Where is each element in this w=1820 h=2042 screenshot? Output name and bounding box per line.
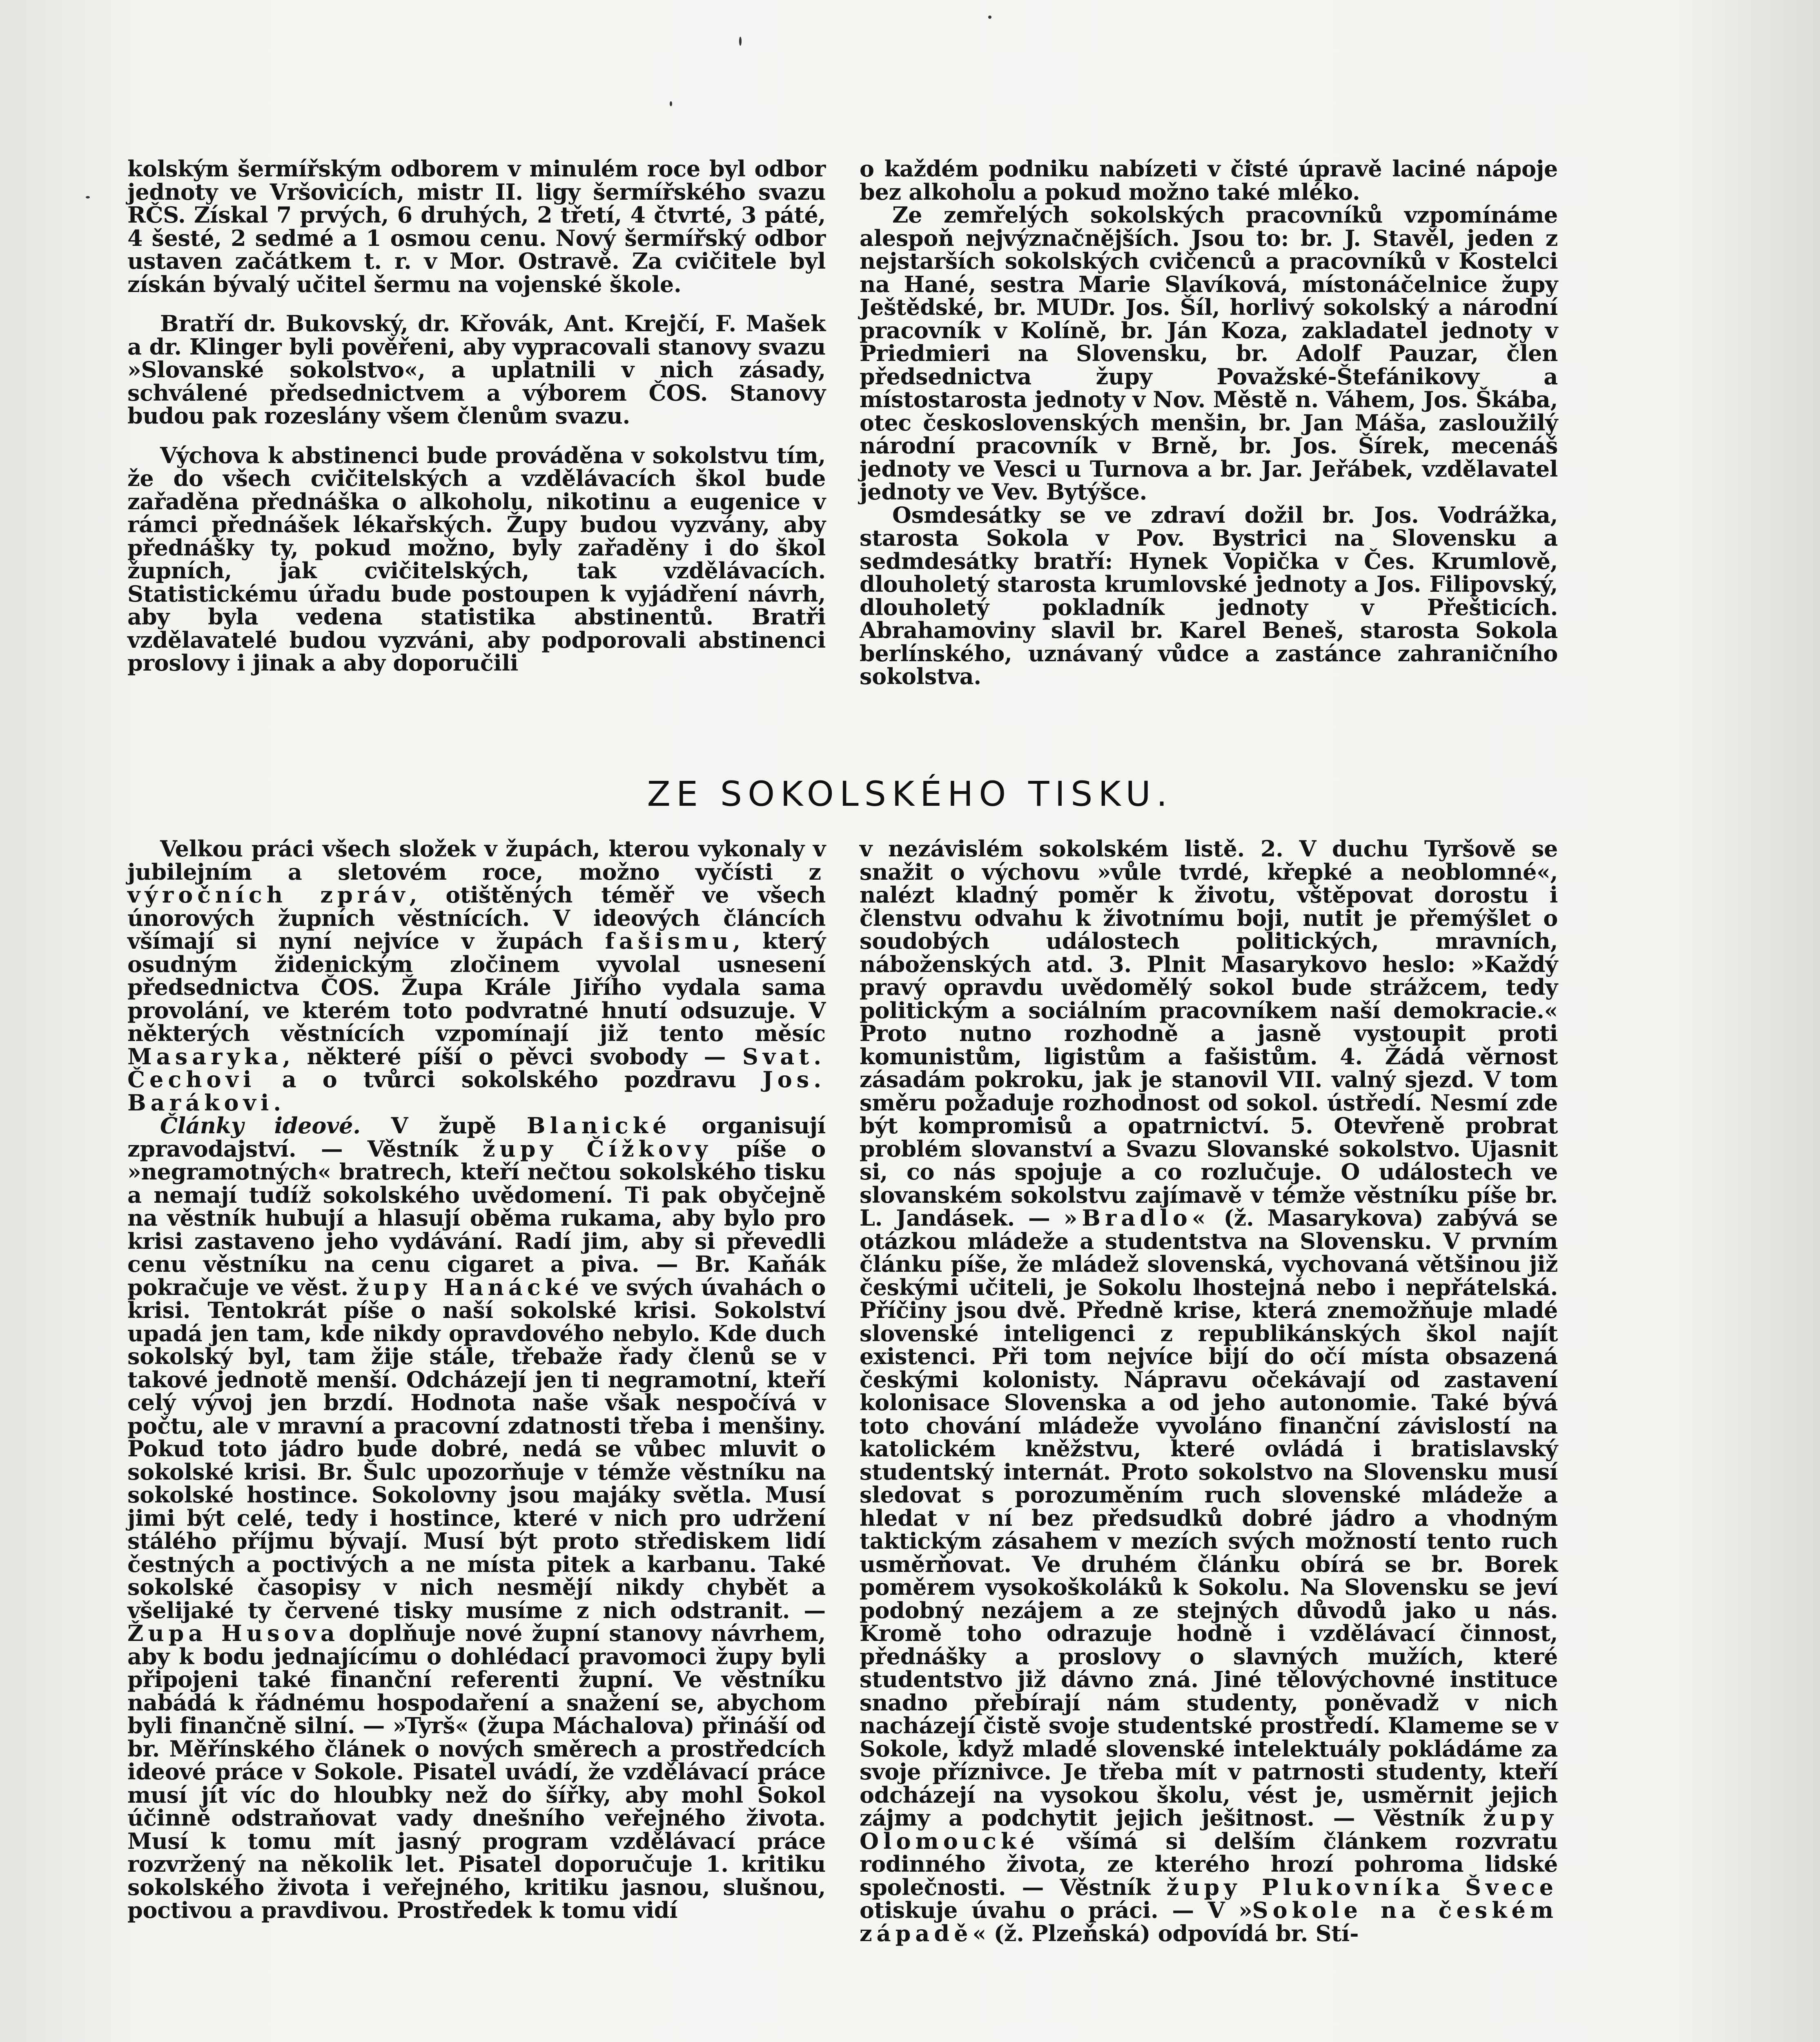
emphasis: župy Olomoucké: [860, 1805, 1558, 1854]
emphasis: župy Plukovníka Švece: [1166, 1874, 1558, 1900]
bottom-left-column: [127, 837, 826, 1922]
text-run: V župě: [360, 1112, 496, 1139]
emphasis: Masaryka: [127, 1043, 283, 1070]
paragraph: Výchova k abstinenci bude prováděna v sokolstvu tím, že do všech cvičitelských a vzdělávacích škol bude zařaděna přednáška o alkoholu, nikotinu a eugenice v rámci přednášek lékařských. Župy budou vyzvány, aby přednášky ty, pokud možno, byly zařaděny i do škol župních, jak cvičitelských, tak vzdělávacích. Statistickému úřadu bude postoupen k vyjádření návrh, aby byla vedena statistika abstinentů. Bratři vzdělavatelé budou vyzváni, aby podporovali abstinenci proslovy i jinak a aby doporučili: [127, 442, 826, 676]
text-run: Velkou práci všech složek v župách, kterou vykonaly v jubilejním a sletovém roce, možno vyčísti: [127, 836, 826, 885]
text-run: doplňuje nové župní stanovy návrhem, aby k bodu jednajícímu o dohlédací pravomoci župy byli připojeni také finanční referenti župní. Ve věstníku nabádá k řádnému hospodaření a snažení se, abychom byli finančně silní. — »Tyrš« (župa Máchalova) přináší od br. Měřínského článek o nových směrech a prostředcích ideové práce v Sokole. Pisatel uvádí, že vzdělávací práce musí jít víc do hloubky než do šířky, aby mohl Sokol účinně odstraňovat vady dnešního veřejného života. Musí k tomu mít jasný program vzdělávací práce rozvržený na několik let. Pisatel doporučuje 1. kritiku sokolského života i veřejného, kritiku jasnou, slušnou, poctivou a pravdivou. Prostředek k tomu vidí: [127, 1620, 826, 1923]
paragraph: [860, 837, 1558, 1945]
speck: [739, 37, 742, 46]
text-run: a o tvůrci sokolského pozdravu: [282, 1066, 736, 1092]
paragraph: Ze zemřelých sokolských pracovníků vzpomínáme alespoň nejvýznačnějších. Jsou to: br. J. Stavěl, jeden z nejstarších sokolských cvičenců a pracovníků v Kostelci na Hané, sestra Marie Slavíková, místonáčelnice župy Ještědské, br. MUDr. Jos. Šíl, horlivý sokolský a národní pracovník v Kolíně, br. Ján Koza, zakladatel jednoty v Priedmieri na Slovensku, br. Adolf Pauzar, člen předsednictva župy Považské-Štefánikovy a místostarosta jednoty v Nov. Městě n. Váhem, Jos. Škába, otec československých menšin, br. Jan Máša, zasloužilý národní pracovník v Brně, br. Jos. Šírek, mecenáš jednoty ve Vesci u Turnova a br. Jar. Jeřábek, vzdělavatel jednoty ve Vev. Bytýšce.: [860, 202, 1558, 505]
paragraph: [127, 1114, 826, 1922]
text-run: ve svých úvahách o krisi. Tentokrát píše o naší sokolské krisi. Sokolství upadá jen tam, kde nikdy opravdového nebylo. Kde duch sokolský byl, tam žije stále, třebaže řady členů se v takové jednotě menší. Odcházejí jen ti negramotní, kteří celý vývoj jen brzdí. Hodnota naše však nespočívá v počtu, ale v mravní a pracovní zdatnosti třeba i menšiny. Pokud toto jádro bude dobré, nedá se vůbec mluvit o sokolské krisi. Br. Šulc upozorňuje v témže věstníku na sokolské hostince. Sokolovny jsou majáky světla. Musí jimi být celé, tedy i hostince, které v nich pro udržení stálého příjmu bývají. Musí být proto střediskem lidí čestných a poctivých a ne místa pitek a karbanu. Také sokolské časopisy v nich nesmějí nikdy chybět a všelijaké ty červené tisky musíme z nich odstranit. —: [127, 1274, 826, 1623]
emphasis: župy Hanácké: [356, 1274, 584, 1300]
paragraph: Osmdesátky se ve zdraví dožil br. Jos. Vodrážka, starosta Sokola v Pov. Bystrici na Slovensku a sedmdesátky bratří: Hynek Vopička v Čes. Krumlově, dlouholetý starosta krumlovské jednoty a Jos. Filipovský, dlouholetý pokladník jednoty v Přešticích. Abrahamoviny slavil br. Karel Beneš, starosta Sokola berlínského, uznávaný vůdce a zastánce zahraničního sokolstva.: [860, 502, 1558, 689]
paragraph: [127, 837, 826, 1114]
emphasis: »Bradlo«: [1063, 1205, 1210, 1231]
emphasis: Blanické: [526, 1112, 671, 1139]
subheading: Články ideové.: [160, 1112, 361, 1139]
text-run: , který osudným židenickým zločinem vyvolal usnesení předsednictva ČOS. Župa Krále Jiřího vydala sama provolání, ve kterém toto podvratné hnutí odsuzuje. V některých věstnících vzpomínají již tento měsíc: [127, 928, 826, 1046]
text-run: otiskuje úvahu o práci. — V »: [860, 1897, 1252, 1923]
emphasis: Jos. Barákovi: [127, 1066, 826, 1116]
emphasis: Župa Husova: [127, 1620, 339, 1646]
emphasis: fašismu: [605, 928, 733, 954]
bottom-right-column: [860, 837, 1558, 1945]
text-run: .: [273, 1089, 281, 1116]
text-run: (ž. Masarykova) zabývá se otázkou mládeže a studentstva na Slovensku. V prvním článku píše, že mládež slovenská, vychovaná většinou již českými učiteli, je Sokolu lhostejná nebo i nepřátelská. Příčiny jsou dvě. Předně krise, která znemožňuje mladé slovenské inteligenci z republikánských škol najít existenci. Při tom nejvíce bijí do očí místa obsazená českými kolonisty. Nápravu očekávají od zastavení kolonisace Slovenska a od jeho autonomie. Také bývá toto chování mládeže vyvoláno finanční závislostí na katolickém kněžstvu, které ovládá i bratislavský studentský internát. Proto sokolstvo na Slovensku musí sledovat s porozuměním ruch slovenské mládeže a hledat v ní bez předsudků dobré jádro a vhodným taktickým zásahem v mezích svých možností tento ruch usměrňovat. Ve druhém článku obírá se br. Borek poměrem vysokoškoláků k Sokolu. Na Slovensku se jeví podobný nezájem a ze stejných důvodů jako u nás. Kromě toho odrazuje hodně i vzdělávací činnost, přednášky a proslovy o slavných mužích, které studentstvo již dávno zná. Jiné tělovýchovné instituce snadno přebírají nám studenty, poněvadž v nich nacházejí čistě svoje studentské prostředí. Klameme se v Sokole, když mladé slovenské intelektuály pokládáme za svoje příznivce. Je třeba mít v patrnosti studenty, kteří odcházejí na vysokou školu, vést je, usměrnit jejich zájmy a podchytit jejich ješitnost. — Věstník: [860, 1205, 1558, 1831]
emphasis: z výročních zpráv: [127, 858, 826, 908]
top-right-column: [860, 157, 1558, 688]
speck: [670, 101, 672, 106]
emphasis: župy Čížkovy: [482, 1135, 712, 1162]
text-run: v nezávislém sokolském listě. 2. V duchu Tyršově se snažit o výchovu »vůle tvrdé, křepké a neoblomné«, nalézt kladný poměr k životu, vštěpovat dorostu i členstvu odvahu k životnímu boji, nutit je přemýšlet o soudobých událostech politických, mravních, náboženských atd. 3. Plnit Masarykovo heslo: »Každý pravý opravdu uvědomělý sokol bude strážcem, tedy politickým a sociálním pracovníkem naší demokracie.« Proto nutno rozhodně a jasně vystoupit proti komunistům, ligistům a fašistům. 4. Žádá věrnost zásadám pokroku, jak je stanovil VII. valný sjezd. V tom směru požaduje rozhodnost od sokol. ústředí. Nesmí zde být kompromisů a opatrnictví. 5. Otevřeně probrat problém slovanství a Svazu Slovanské sokolstvo. Ujasnit si, co nás spojuje a co rozlučuje. O událostech ve slovanském sokolstvu zajímavě v témže věstníku píše br. L. Jandásek. —: [860, 836, 1558, 1231]
emphasis: Svat. Čechovi: [127, 1043, 826, 1092]
paragraph: kolským šermířským odborem v minulém roce byl odbor jednoty ve Vršovicích, mistr II. ligy šermířského svazu RČS. Získal 7 prvých, 6 druhých, 2 třetí, 4 čtvrté, 3 páté, 4 šesté, 2 sedmé a 1 osmou cenu. Nový šermířský odbor ustaven začátkem t. r. v Mor. Ostravě. Za cvičitele byl získán bývalý učitel šermu na vojenské škole.: [127, 156, 826, 297]
text-run: organisují zpravodajství. — Věstník: [127, 1112, 826, 1162]
text-run: píše o »negramotných« bratrech, kteří nečtou sokolského tisku a nemají tudíž sokolského uvědomení. Ti pak obyčejně na věstník hubují a hlasují oběma rukama, aby bylo pro krisi zastaveno jeho vydávání. Radí jim, aby si převedli cenu věstníku na cenu cigaret a piva. — Br. Kaňák pokračuje ve věst.: [127, 1135, 826, 1300]
text-run: , některé píší o pěvci svobody —: [283, 1043, 726, 1070]
speck: [988, 16, 991, 19]
text-run: « (ž. Plzeňská) odpovídá br. Stí-: [972, 1920, 1359, 1946]
text-run: , otištěných téměř ve všech únorových župních věstnících. V ideových článcích všímají si nyní nejvíce v župách: [127, 882, 826, 954]
paragraph: o každém podniku nabízeti v čisté úpravě laciné nápoje bez alkoholu a pokud možno také mléko.: [860, 156, 1558, 205]
top-left-column: [127, 157, 826, 675]
section-heading: ZE SOKOLSKÉHO TISKU.: [647, 774, 1173, 814]
paragraph: Bratří dr. Bukovský, dr. Křovák, Ant. Krejčí, F. Mašek a dr. Klinger byli pověřeni, aby vypracovali stanovy svazu »Slovanské sokolstvo«, a uplatnili v nich zásady, schválené předsednictvem a výborem ČOS. Stanovy budou pak rozeslány všem členům svazu.: [127, 310, 826, 429]
emphasis: Sokole na českém západě: [860, 1897, 1558, 1946]
speck: [86, 196, 90, 198]
text-run: všímá si delším článkem rozvratu rodinného života, ze kterého hrozí pohroma lidské společnosti. — Věstník: [860, 1828, 1558, 1900]
